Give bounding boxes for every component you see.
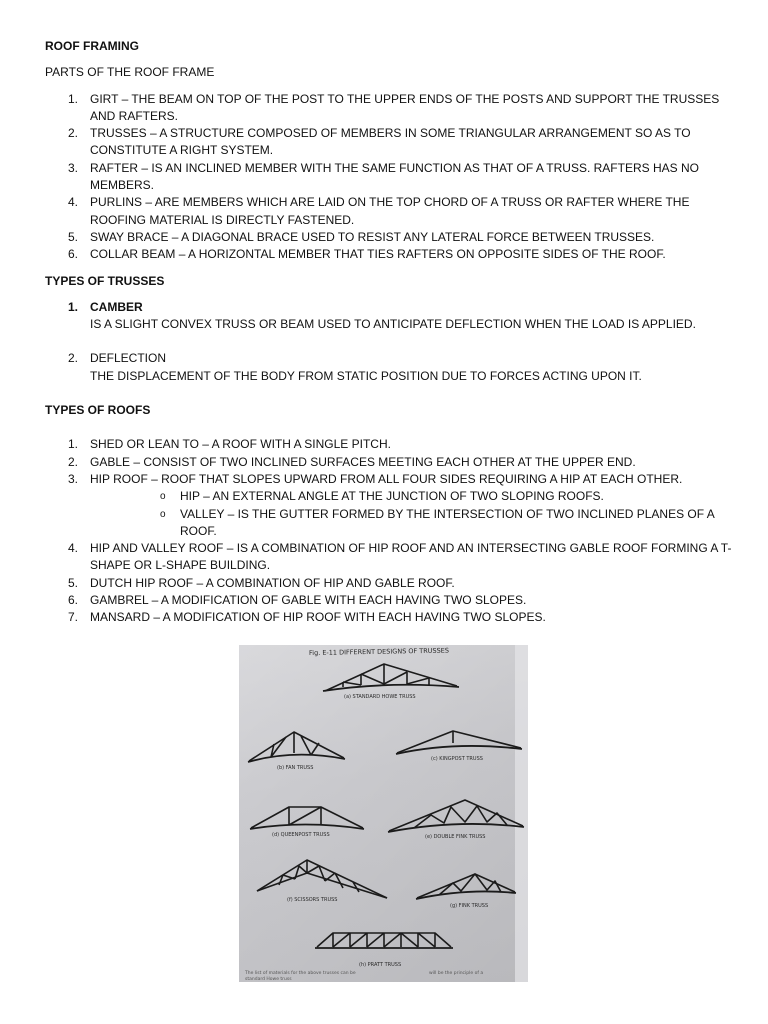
label-standard-howe: (a) STANDARD HOWE TRUSS xyxy=(344,694,416,700)
list-item: 6. COLLAR BEAM – A HORIZONTAL MEMBER THAT TIES RAFTERS ON OPPOSITE SIDES OF THE ROOF. xyxy=(68,247,666,262)
label-kingpost: (c) KINGPOST TRUSS xyxy=(431,756,483,762)
roofs-list xyxy=(45,436,735,626)
label-pratt: (h) PRATT TRUSS xyxy=(359,962,402,968)
hip-sublist xyxy=(90,488,735,540)
trusses-heading: TYPES OF TRUSSES xyxy=(45,273,165,288)
label-fan: (b) FAN TRUSS xyxy=(277,765,314,771)
list-item: 1. SHED OR LEAN TO – A ROOF WITH A SINGLE PITCH. xyxy=(68,437,391,452)
parts-heading: PARTS OF THE ROOF FRAME xyxy=(45,65,215,80)
list-item: 3. HIP ROOF – ROOF THAT SLOPES UPWARD FROM ALL FOUR SIDES REQUIRING A HIP AT EACH OTHER. o HIP – AN EXTERNAL ANGLE AT THE JUNCTION OF TWO SLOPING ROOFS. o VALLEY – IS THE GUTTER FORMED BY THE INTERSECTION OF TWO INCLINED PLANES OF A ROOF. xyxy=(45,471,735,540)
list-item: 1. CAMBER IS A SLIGHT CONVEX TRUSS OR BEAM USED TO ANTICIPATE DEFLECTION WHEN THE LOAD IS APPLIED. xyxy=(68,299,696,332)
list-item: 5. SWAY BRACE – A DIAGONAL BRACE USED TO RESIST ANY LATERAL FORCE BETWEEN TRUSSES. xyxy=(68,229,655,244)
document-body xyxy=(45,38,735,636)
label-scissors: (f) SCISSORS TRUSS xyxy=(287,897,338,903)
label-fink: (g) FINK TRUSS xyxy=(450,903,489,909)
parts-list xyxy=(45,91,735,264)
term-camber: CAMBER xyxy=(90,299,143,314)
figure-footnote-3: will be the principle of a xyxy=(429,971,484,976)
list-item: 3. RAFTER – IS AN INCLINED MEMBER WITH THE SAME FUNCTION AS THAT OF A TRUSS. RAFTERS HAS NO MEMBERS. xyxy=(68,160,699,193)
list-item: 4. PURLINS – ARE MEMBERS WHICH ARE LAID ON THE TOP CHORD OF A TRUSS OR RAFTER WHERE THE ROOFING MATERIAL IS DIRECTLY FASTENED. xyxy=(68,195,690,227)
list-item: 2. GABLE – CONSIST OF TWO INCLINED SURFACES MEETING EACH OTHER AT THE UPPER END. xyxy=(68,454,636,469)
roofs-heading: TYPES OF ROOFS xyxy=(45,403,151,418)
list-item: 2. TRUSSES – A STRUCTURE COMPOSED OF MEMBERS IN SOME TRIANGULAR ARRANGEMENT SO AS TO CONSTITUTE A RIGHT SYSTEM. xyxy=(68,126,691,158)
list-item: 4. HIP AND VALLEY ROOF – IS A COMBINATION OF HIP ROOF AND AN INTERSECTING GABLE ROOF FORMING A T-SHAPE OR L-SHAPE BUILDING. xyxy=(68,541,732,573)
label-double-fink: (e) DOUBLE FINK TRUSS xyxy=(425,834,486,840)
truss-diagrams xyxy=(239,645,528,982)
figure-footnote-2: standard Howe truss xyxy=(245,977,292,982)
list-item: 1. GIRT – THE BEAM ON TOP OF THE POST TO THE UPPER ENDS OF THE POSTS AND SUPPORT THE TRUSSES AND RAFTERS. xyxy=(68,91,720,123)
label-queenpost: (d) QUEENPOST TRUSS xyxy=(272,832,330,838)
sub-list-item: o HIP – AN EXTERNAL ANGLE AT THE JUNCTION OF TWO SLOPING ROOFS. xyxy=(160,489,604,504)
list-item: 7. MANSARD – A MODIFICATION OF HIP ROOF WITH EACH HAVING TWO SLOPES. xyxy=(68,610,546,625)
truss-designs-figure xyxy=(239,645,528,982)
trusses-list xyxy=(45,299,735,385)
list-item: 5. DUTCH HIP ROOF – A COMBINATION OF HIP AND GABLE ROOF. xyxy=(68,575,455,590)
figure-footnote: The list of materials for the above trusses can be xyxy=(245,971,356,976)
document-title: ROOF FRAMING xyxy=(45,39,139,53)
figure-caption: Fig. E-11 DIFFERENT DESIGNS OF TRUSSES xyxy=(308,646,450,657)
list-item: 2. DEFLECTION THE DISPLACEMENT OF THE BODY FROM STATIC POSITION DUE TO FORCES ACTING UPON IT. xyxy=(68,351,642,383)
term-deflection: DEFLECTION xyxy=(90,351,167,366)
list-item: 6. GAMBREL – A MODIFICATION OF GABLE WITH EACH HAVING TWO SLOPES. xyxy=(68,593,527,608)
sub-list-item: o VALLEY – IS THE GUTTER FORMED BY THE INTERSECTION OF TWO INCLINED PLANES OF A ROOF. xyxy=(160,506,715,538)
